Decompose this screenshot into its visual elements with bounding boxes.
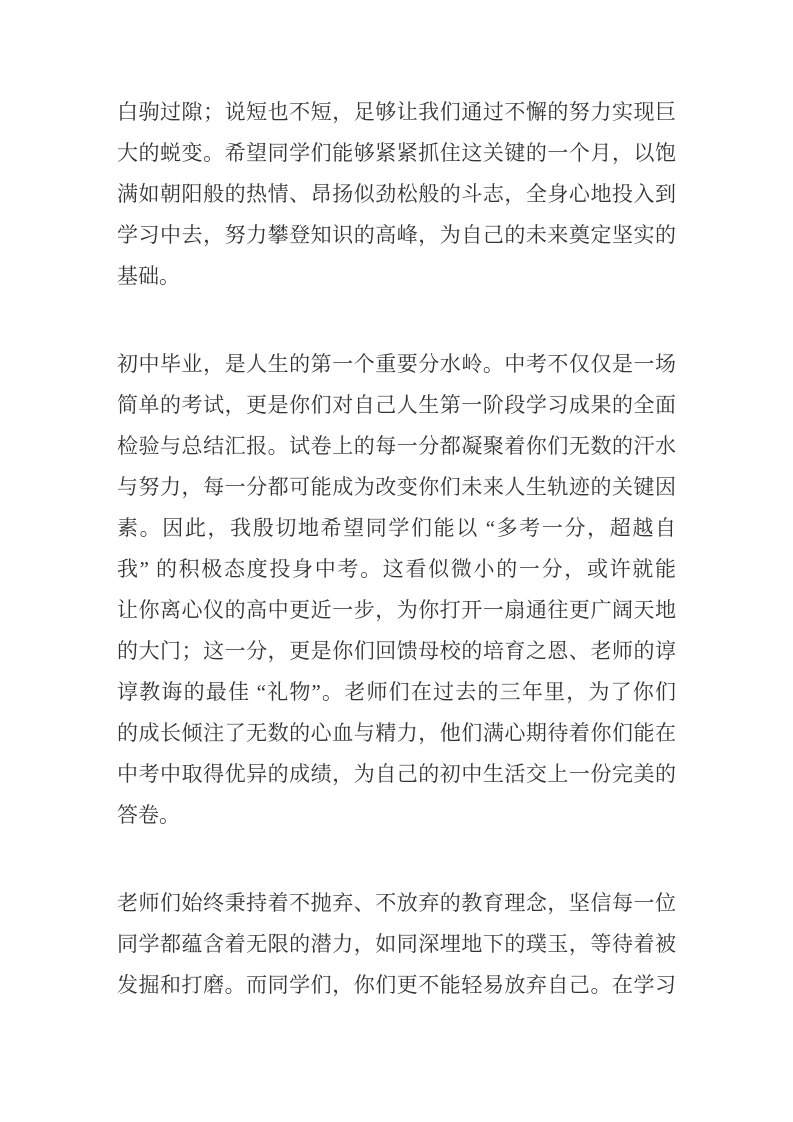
- text-line: 老师们始终秉持着不抛弃、不放弃的教育理念，坚信每一位: [117, 891, 676, 915]
- paragraph: [117, 92, 676, 297]
- paragraph: [117, 344, 676, 836]
- text-line: 的大门；这一分，更是你们回馈母校的培育之恩、老师的谆: [117, 639, 676, 663]
- text-line: 白驹过隙；说短也不短，足够让我们通过不懈的努力实现巨: [117, 100, 676, 124]
- text-line: 的成长倾注了无数的心血与精力，他们满心期待着你们能在: [117, 721, 676, 745]
- paragraph: [117, 883, 676, 1006]
- text-line: 基础。: [117, 264, 180, 288]
- text-line: 满如朝阳般的热情、昂扬似劲松般的斗志，全身心地投入到: [117, 182, 676, 206]
- text-line: 初中毕业，是人生的第一个重要分水岭。中考不仅仅是一场: [117, 352, 676, 376]
- text-line: 检验与总结汇报。试卷上的每一分都凝聚着你们无数的汗水: [117, 434, 676, 458]
- text-line: 素。因此，我殷切地希望同学们能以 “多考一分，超越自: [117, 516, 676, 540]
- text-line: 让你离心仪的高中更近一步，为你打开一扇通往更广阔天地: [117, 598, 676, 622]
- text-line: 谆教诲的最佳 “礼物”。老师们在过去的三年里，为了你们: [117, 680, 676, 704]
- text-line: 大的蜕变。希望同学们能够紧紧抓住这关键的一个月，以饱: [117, 141, 676, 165]
- text-line: 答卷。: [117, 803, 180, 827]
- text-line: 中考中取得优异的成绩，为自己的初中生活交上一份完美的: [117, 762, 676, 786]
- text-line: 学习中去，努力攀登知识的高峰，为自己的未来奠定坚实的: [117, 223, 676, 247]
- text-line: 我” 的积极态度投身中考。这看似微小的一分，或许就能: [117, 557, 676, 581]
- text-line: 简单的考试，更是你们对自己人生第一阶段学习成果的全面: [117, 393, 676, 417]
- text-line: 与努力，每一分都可能成为改变你们未来人生轨迹的关键因: [117, 475, 676, 499]
- text-line: 发掘和打磨。而同学们，你们更不能轻易放弃自己。在学习: [117, 973, 676, 997]
- text-line: 同学都蕴含着无限的潜力，如同深埋地下的璞玉，等待着被: [117, 932, 676, 956]
